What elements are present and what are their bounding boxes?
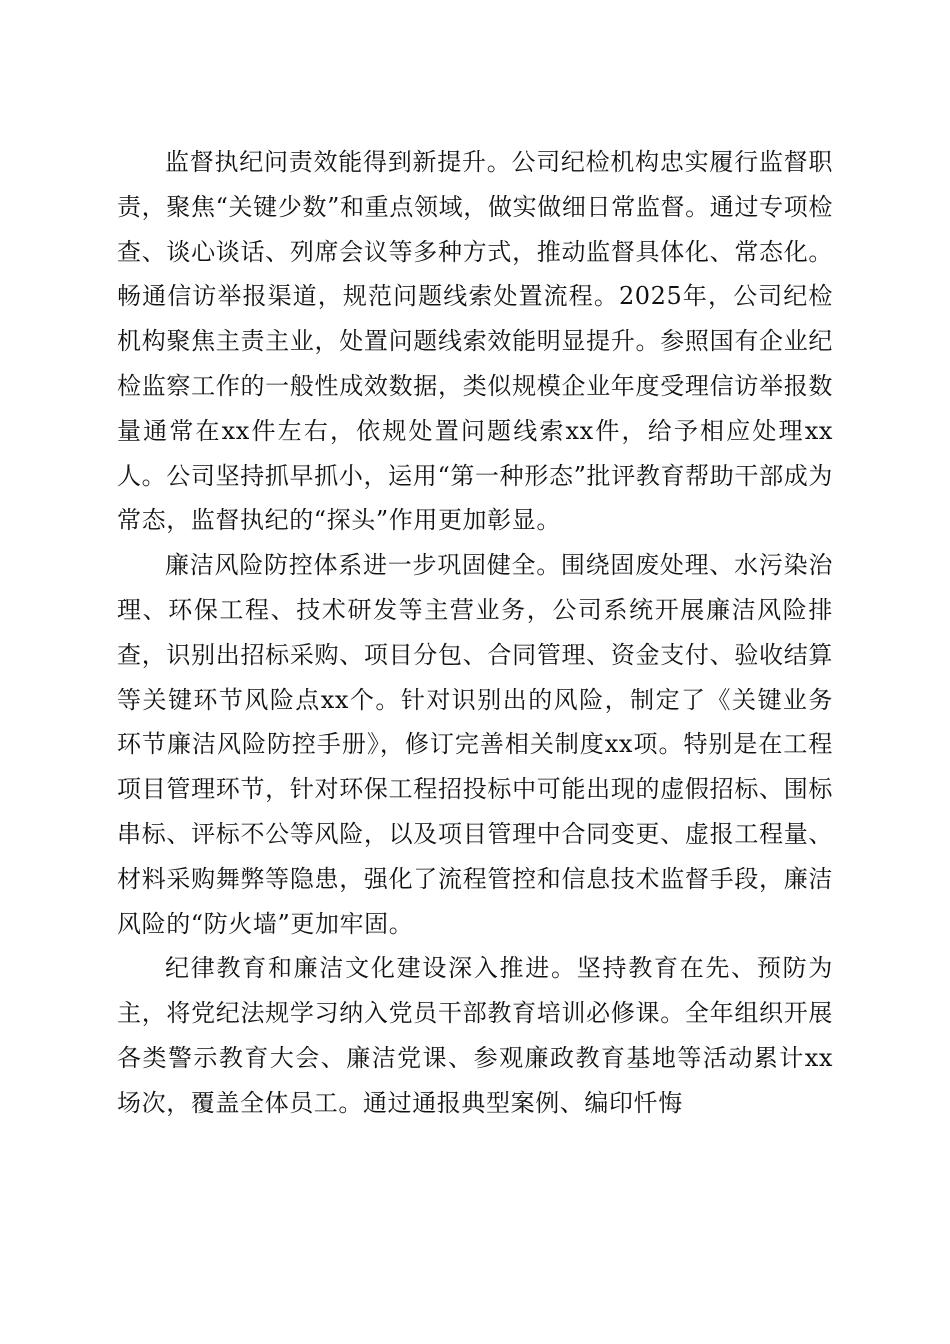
paragraph-supervision: 监督执纪问责效能得到新提升。公司纪检机构忠实履行监督职责，聚焦“关键少数”和重点领域，做实做细日常监督。通过专项检查、谈心谈话、列席会议等多种方式，推动监督具体化、常态化。畅通信访举报渠道，规范问题线索处置流程。2025年，公司纪检机构聚焦主责主业，处置问题线索效能明显提升。参照国有企业纪检监察工作的一般性成效数据，类似规模企业年度受理信访举报数量通常在xx件左右，依规处置问题线索xx件，给予相应处理xx人。公司坚持抓早抓小，运用“第一种形态”批评教育帮助干部成为常态，监督执纪的“探头”作用更加彰显。 (117, 148, 833, 535)
paragraph-risk-control: 廉洁风险防控体系进一步巩固健全。围绕固废处理、水污染治理、环保工程、技术研发等主营业务，公司系统开展廉洁风险排查，识别出招标采购、项目分包、合同管理、资金支付、验收结算等关键环节风险点xx个。针对识别出的风险，制定了《关键业务环节廉洁风险防控手册》，修订完善相关制度xx项。特别是在工程项目管理环节，针对环保工程招投标中可能出现的虚假招标、围标串标、评标不公等风险，以及项目管理中合同变更、虚报工程量、材料采购舞弊等隐患，强化了流程管控和信息技术监督手段，廉洁风险的“防火墙”更加牢固。 (117, 551, 833, 938)
document-body (117, 140, 833, 1126)
paragraph-education: 纪律教育和廉洁文化建设深入推进。坚持教育在先、预防为主，将党纪法规学习纳入党员干部教育培训必修课。全年组织开展各类警示教育大会、廉洁党课、参观廉政教育基地等活动累计xx场次，覆盖全体员工。通过通报典型案例、编印忏悔 (117, 954, 833, 1117)
